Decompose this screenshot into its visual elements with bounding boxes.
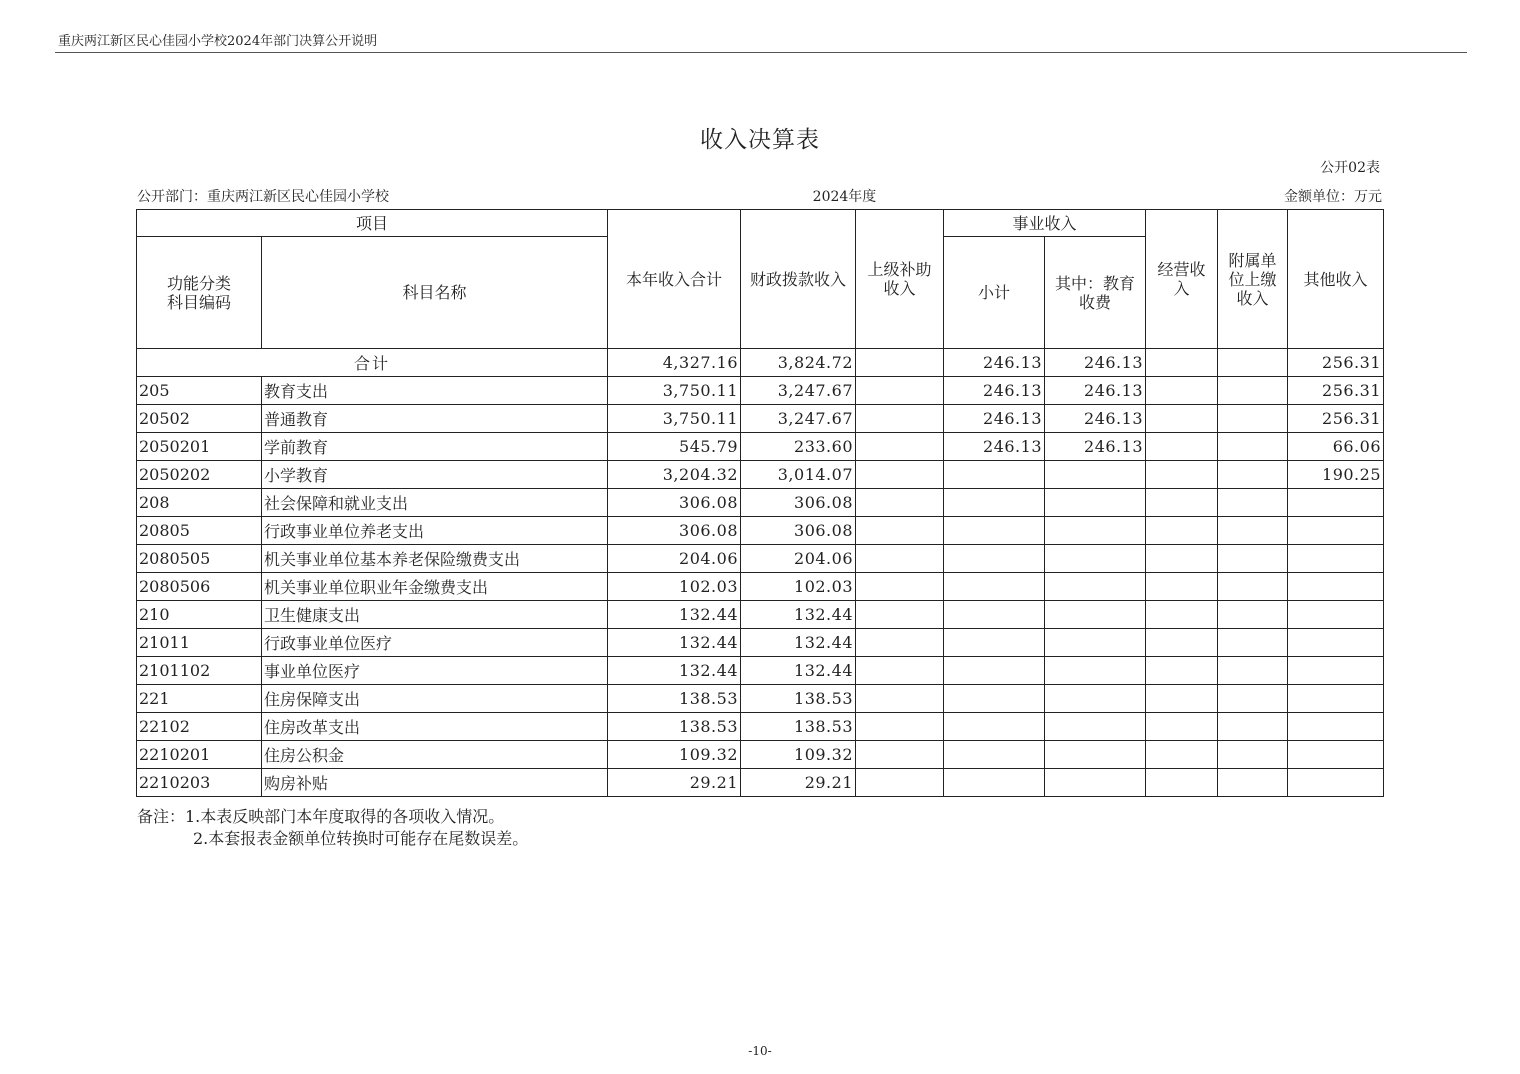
cell-fiscal: 132.44 [741, 657, 856, 685]
cell-total: 109.32 [608, 741, 741, 769]
cell-name: 行政事业单位医疗 [262, 629, 608, 657]
header-divider [55, 52, 1467, 53]
cell-superior [856, 489, 944, 517]
cell-total: 204.06 [608, 545, 741, 573]
cell-fiscal: 138.53 [741, 685, 856, 713]
cell-total: 545.79 [608, 433, 741, 461]
cell-name: 住房改革支出 [262, 713, 608, 741]
cell-fiscal: 3,247.67 [741, 377, 856, 405]
header-row-1 [137, 210, 1384, 237]
cell-subsidiary [1218, 685, 1288, 713]
cell-total: 132.44 [608, 601, 741, 629]
header-business-subtotal: 小计 [944, 237, 1045, 349]
cell-name: 社会保障和就业支出 [262, 489, 608, 517]
cell-code: 2080505 [137, 545, 262, 573]
cell-code: 2080506 [137, 573, 262, 601]
table-row [137, 769, 1384, 797]
cell-subsidiary [1218, 349, 1288, 377]
cell-code: 2050201 [137, 433, 262, 461]
cell-edu-fee [1045, 489, 1146, 517]
cell-fiscal: 3,824.72 [741, 349, 856, 377]
cell-subsidiary [1218, 769, 1288, 797]
cell-fiscal: 29.21 [741, 769, 856, 797]
cell-subsidiary [1218, 629, 1288, 657]
income-table [136, 209, 1384, 797]
cell-name: 购房补贴 [262, 769, 608, 797]
cell-subsidiary [1218, 713, 1288, 741]
cell-fiscal: 102.03 [741, 573, 856, 601]
note-line-2: 2.本套报表金额单位转换时可能存在尾数误差。 [193, 829, 529, 848]
cell-superior [856, 405, 944, 433]
cell-subtotal [944, 461, 1045, 489]
cell-operating [1146, 349, 1218, 377]
cell-subsidiary [1218, 433, 1288, 461]
table-row [137, 601, 1384, 629]
cell-other [1288, 489, 1384, 517]
cell-superior [856, 629, 944, 657]
cell-superior [856, 461, 944, 489]
cell-fiscal: 233.60 [741, 433, 856, 461]
cell-other [1288, 517, 1384, 545]
cell-total: 102.03 [608, 573, 741, 601]
cell-total: 138.53 [608, 685, 741, 713]
cell-code: 2050202 [137, 461, 262, 489]
table-row [137, 545, 1384, 573]
note-line-1: 备注：1.本表反映部门本年度取得的各项收入情况。 [137, 807, 505, 826]
cell-operating [1146, 573, 1218, 601]
cell-total: 3,204.32 [608, 461, 741, 489]
cell-other: 256.31 [1288, 377, 1384, 405]
cell-other [1288, 741, 1384, 769]
cell-superior [856, 685, 944, 713]
cell-total: 4,327.16 [608, 349, 741, 377]
header-business-group: 事业收入 [944, 210, 1146, 237]
cell-fiscal: 3,014.07 [741, 461, 856, 489]
running-header: 重庆两江新区民心佳园小学校2024年部门决算公开说明 [58, 34, 378, 49]
table-row [137, 433, 1384, 461]
cell-subsidiary [1218, 741, 1288, 769]
cell-edu-fee [1045, 657, 1146, 685]
cell-name: 住房保障支出 [262, 685, 608, 713]
cell-code: 22102 [137, 713, 262, 741]
header-other: 其他收入 [1288, 210, 1384, 349]
cell-code: 20805 [137, 517, 262, 545]
cell-code: 2210201 [137, 741, 262, 769]
cell-subsidiary [1218, 601, 1288, 629]
cell-name: 机关事业单位职业年金缴费支出 [262, 573, 608, 601]
cell-subtotal: 246.13 [944, 433, 1045, 461]
cell-name: 教育支出 [262, 377, 608, 405]
cell-other: 190.25 [1288, 461, 1384, 489]
cell-edu-fee: 246.13 [1045, 433, 1146, 461]
cell-subtotal [944, 601, 1045, 629]
cell-superior [856, 657, 944, 685]
cell-fiscal: 204.06 [741, 545, 856, 573]
table-row [137, 405, 1384, 433]
cell-code: 20502 [137, 405, 262, 433]
cell-operating [1146, 545, 1218, 573]
table-row [137, 377, 1384, 405]
cell-other [1288, 685, 1384, 713]
cell-fiscal: 306.08 [741, 517, 856, 545]
fiscal-year: 2024年度 [812, 189, 877, 205]
cell-name: 机关事业单位基本养老保险缴费支出 [262, 545, 608, 573]
header-fiscal: 财政拨款收入 [741, 210, 856, 349]
cell-subtotal: 246.13 [944, 377, 1045, 405]
cell-superior [856, 601, 944, 629]
cell-fiscal: 306.08 [741, 489, 856, 517]
cell-subtotal [944, 657, 1045, 685]
cell-edu-fee [1045, 573, 1146, 601]
table-row [137, 517, 1384, 545]
cell-name: 小学教育 [262, 461, 608, 489]
cell-edu-fee: 246.13 [1045, 377, 1146, 405]
cell-operating [1146, 713, 1218, 741]
cell-code: 2210203 [137, 769, 262, 797]
cell-edu-fee [1045, 461, 1146, 489]
cell-subtotal [944, 517, 1045, 545]
cell-operating [1146, 405, 1218, 433]
cell-subsidiary [1218, 377, 1288, 405]
cell-operating [1146, 377, 1218, 405]
table-row [137, 489, 1384, 517]
cell-subtotal: 246.13 [944, 349, 1045, 377]
cell-edu-fee [1045, 545, 1146, 573]
cell-total: 306.08 [608, 517, 741, 545]
cell-superior [856, 377, 944, 405]
cell-fiscal: 132.44 [741, 601, 856, 629]
cell-edu-fee [1045, 769, 1146, 797]
cell-name: 普通教育 [262, 405, 608, 433]
cell-operating [1146, 601, 1218, 629]
cell-code: 208 [137, 489, 262, 517]
header-total: 本年收入合计 [608, 210, 741, 349]
cell-code: 2101102 [137, 657, 262, 685]
cell-fiscal: 3,247.67 [741, 405, 856, 433]
cell-operating [1146, 685, 1218, 713]
cell-subtotal [944, 573, 1045, 601]
cell-other [1288, 573, 1384, 601]
cell-other [1288, 545, 1384, 573]
cell-subtotal [944, 545, 1045, 573]
table-row [137, 461, 1384, 489]
cell-edu-fee [1045, 741, 1146, 769]
cell-other [1288, 629, 1384, 657]
cell-operating [1146, 433, 1218, 461]
cell-code: 21011 [137, 629, 262, 657]
cell-subtotal [944, 713, 1045, 741]
cell-subsidiary [1218, 517, 1288, 545]
form-code: 公开02表 [1320, 160, 1380, 176]
cell-code: 210 [137, 601, 262, 629]
cell-subsidiary [1218, 545, 1288, 573]
header-subsidiary: 附属单位上缴收入 [1218, 210, 1288, 349]
cell-edu-fee [1045, 601, 1146, 629]
cell-total: 132.44 [608, 629, 741, 657]
table-row [137, 629, 1384, 657]
cell-total: 138.53 [608, 713, 741, 741]
cell-name: 行政事业单位养老支出 [262, 517, 608, 545]
cell-superior [856, 349, 944, 377]
cell-name: 事业单位医疗 [262, 657, 608, 685]
cell-superior [856, 433, 944, 461]
cell-subtotal [944, 685, 1045, 713]
cell-edu-fee [1045, 629, 1146, 657]
cell-edu-fee [1045, 517, 1146, 545]
amount-unit: 金额单位：万元 [1284, 189, 1382, 205]
header-business-edu-fee: 其中：教育收费 [1045, 237, 1146, 349]
cell-other: 256.31 [1288, 349, 1384, 377]
cell-edu-fee: 246.13 [1045, 405, 1146, 433]
table-row [137, 657, 1384, 685]
header-item: 项目 [137, 210, 608, 237]
cell-subtotal [944, 629, 1045, 657]
cell-superior [856, 517, 944, 545]
meta-line [137, 186, 1382, 206]
page-number: -10- [748, 1044, 772, 1058]
cell-operating [1146, 657, 1218, 685]
cell-total: 3,750.11 [608, 377, 741, 405]
cell-superior [856, 713, 944, 741]
cell-operating [1146, 629, 1218, 657]
cell-subsidiary [1218, 405, 1288, 433]
total-row [137, 349, 1384, 377]
cell-fiscal: 138.53 [741, 713, 856, 741]
cell-superior [856, 545, 944, 573]
cell-name: 学前教育 [262, 433, 608, 461]
cell-subtotal [944, 769, 1045, 797]
cell-code: 205 [137, 377, 262, 405]
cell-subsidiary [1218, 489, 1288, 517]
cell-subtotal [944, 489, 1045, 517]
document-title: 收入决算表 [700, 127, 820, 153]
cell-other [1288, 601, 1384, 629]
cell-subtotal [944, 741, 1045, 769]
cell-edu-fee [1045, 713, 1146, 741]
cell-name: 卫生健康支出 [262, 601, 608, 629]
cell-name: 住房公积金 [262, 741, 608, 769]
cell-edu-fee: 246.13 [1045, 349, 1146, 377]
cell-superior [856, 573, 944, 601]
header-superior: 上级补助收入 [856, 210, 944, 349]
header-code-text: 功能分类 科目编码 [166, 273, 231, 312]
cell-subtotal: 246.13 [944, 405, 1045, 433]
cell-operating [1146, 741, 1218, 769]
cell-superior [856, 769, 944, 797]
cell-total: 132.44 [608, 657, 741, 685]
cell-other: 66.06 [1288, 433, 1384, 461]
cell-code: 221 [137, 685, 262, 713]
cell-fiscal: 132.44 [741, 629, 856, 657]
cell-subsidiary [1218, 657, 1288, 685]
header-operating: 经营收入 [1146, 210, 1218, 349]
cell-operating [1146, 461, 1218, 489]
table-row [137, 573, 1384, 601]
cell-operating [1146, 517, 1218, 545]
table-row [137, 713, 1384, 741]
cell-other [1288, 769, 1384, 797]
cell-other: 256.31 [1288, 405, 1384, 433]
cell-other [1288, 657, 1384, 685]
table-row [137, 741, 1384, 769]
total-label: 合计 [137, 349, 608, 377]
cell-fiscal: 109.32 [741, 741, 856, 769]
cell-edu-fee [1045, 685, 1146, 713]
cell-total: 306.08 [608, 489, 741, 517]
header-code [137, 237, 262, 349]
cell-total: 3,750.11 [608, 405, 741, 433]
cell-other [1288, 713, 1384, 741]
header-name: 科目名称 [262, 237, 608, 349]
cell-subsidiary [1218, 573, 1288, 601]
cell-operating [1146, 489, 1218, 517]
table-row [137, 685, 1384, 713]
cell-subsidiary [1218, 461, 1288, 489]
cell-superior [856, 741, 944, 769]
department-label: 公开部门：重庆两江新区民心佳园小学校 [137, 189, 389, 205]
table-notes [137, 806, 528, 850]
cell-total: 29.21 [608, 769, 741, 797]
cell-operating [1146, 769, 1218, 797]
